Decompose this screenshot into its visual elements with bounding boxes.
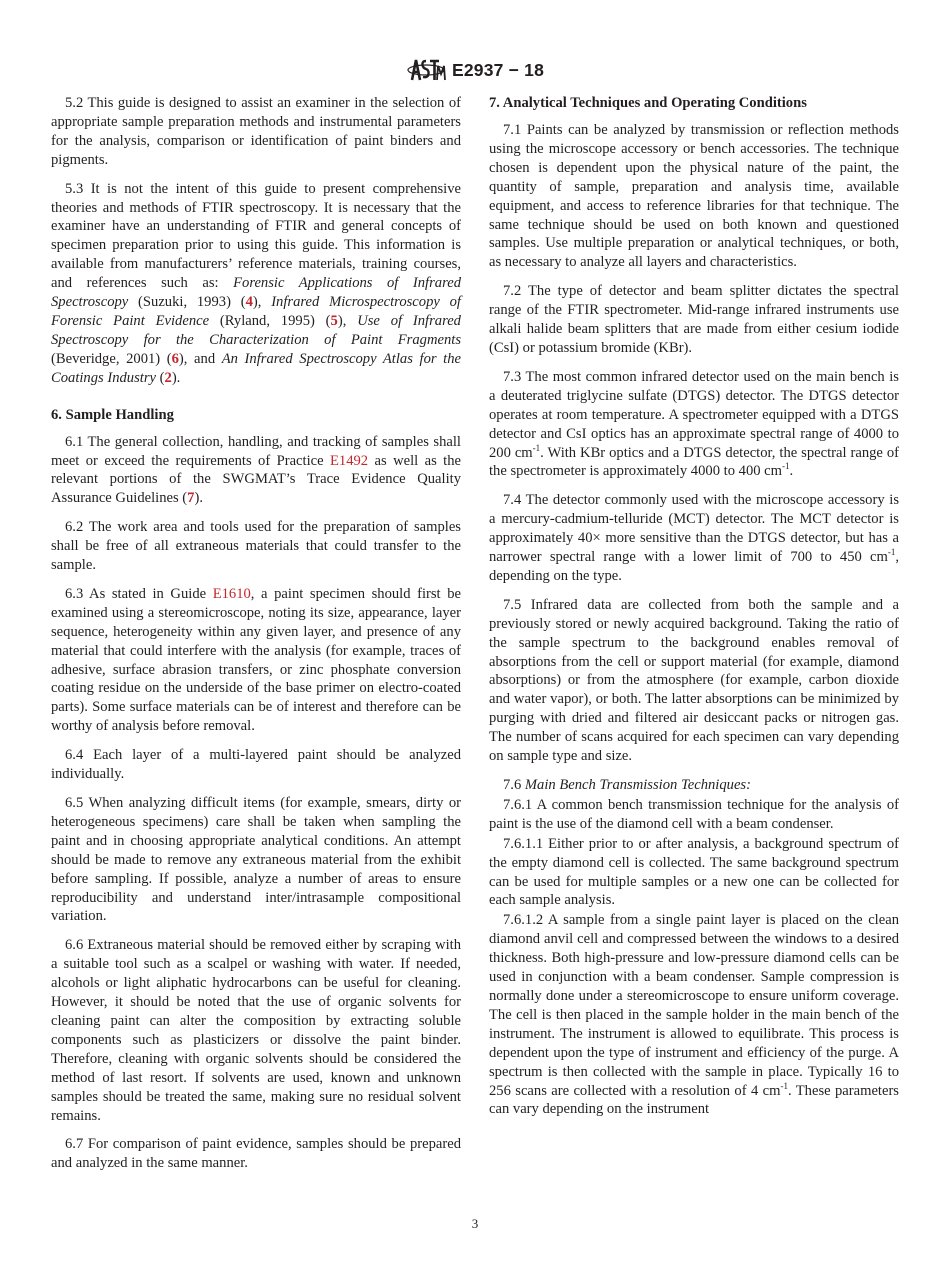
section-heading-7: 7. Analytical Techniques and Operating Conditions [489, 95, 807, 111]
paragraph-7-6-1-2: 7.6.1.2 A sample from a single paint layer is placed on the clean diamond anvil cell and compressed between the windows to a desired thickness. Both high-pressure and low-pressure diamond cells can be used in conjunction with a beam condenser. Sample compression is normally done under a stereomicroscope to ensure uniform coverage. The cell is then placed in the sample holder in the main bench of the instrument. The instrument is allowed to equilibrate. This process is dependent upon the type of instrument and efficiency of the purge. A spectrum is then collected with the sample in place. Typically 16 to 256 scans are collected with a resolution of 4 $cm^{-1}$. These parameters can vary depending on the instrument [489, 912, 899, 1118]
paragraph-7-5: 7.5 Infrared data are collected from both the sample and a previously stored or newly acquired background. Taking the ratio of the sample spectrum to the background enables removal of absorptions from the cell or support material (for example, diamond absorptions) or from the atmosphere (for example, carbon dioxide and water vapor), or both. The latter absorptions can be minimized by purging with dried and filtered air desiccant packs or nitrogen gas. The number of scans acquired for each specimen can vary depending on sample type and size. [489, 596, 899, 765]
left-column [51, 94, 461, 1183]
paragraph-5-3: 5.3 It is not the intent of this guide to present comprehensive theories and methods of FTIR spectroscopy. It is necessary that the examiner have an understanding of FTIR and general concepts of specimen preparation prior to using this guide. This information is available from manufacturers’ reference materials, training courses, and references such as: Forensic Applications of Infrared Spectroscopy (Suzuki, 1993) (4), Infrared Microspectroscopy of Forensic Paint Evidence (Ryland, 1995) (5), Use of Infrared Spectroscopy for the Characterization of Paint Fragments (Beveridge, 2001) (6), and An Infrared Spectroscopy Atlas for the Coatings Industry (2). [51, 180, 461, 386]
standard-link-e1492[interactable]: E1492 [330, 452, 369, 469]
reference-title: Forensic Applications of Infrared Spectroscopy [51, 275, 461, 311]
paragraph-6-1: 6.1 The general collection, handling, and tracking of samples shall meet or exceed the requirements of Practice E1492 as well as the relevant portions of the SWGMAT’s Trace Evidence Quality Assurance Guidelines (7). [51, 433, 461, 507]
paragraph-6-3: 6.3 As stated in Guide E1610, a paint specimen should first be examined using a stereomicroscope, noting its size, appearance, layer sequence, heterogeneity within any given layer, and presence of any material that could interfere with the analysis (for example, traces of adhesive, surface abrasion transfers, or zinc phosphate conversion coating residue on the underside of the base primer on electro-coated parts). Some surface materials can be of interest and therefore can be worthy of analysis before removal. [51, 585, 461, 735]
reference-title: An Infrared Spectroscopy Atlas for the Coatings Industry [51, 350, 461, 386]
paragraph-7-6: 7.6 Main Bench Transmission Techniques: [503, 777, 751, 793]
document-designation: E2937 − 18 [451, 59, 544, 80]
standard-link-e1610[interactable]: E1610 [212, 585, 251, 602]
page-header [0, 55, 950, 85]
paragraph-7-2: 7.2 The type of detector and beam splitter dictates the spectral range of the FTIR spectrometer. Mid-range infrared instruments use alkali halide beam splitters that are made from either cesium iodide (CsI) or potassium bromide (KBr). [489, 283, 899, 356]
paragraph-6-7: 6.7 For comparison of paint evidence, samples should be prepared and analyzed in the same manner. [51, 1136, 461, 1172]
reference-title: Use of Infrared Spectroscopy for the Characterization of Paint Fragments [51, 312, 461, 348]
paragraph-5-2: 5.2 This guide is designed to assist an examiner in the selection of appropriate sample preparation methods and instrumental parameters for the analysis, comparison or identification of paint binders and pigments. [51, 95, 461, 168]
subsection-title: Main Bench Transmission Techniques: [524, 777, 751, 793]
reference-link[interactable]: 5 [330, 312, 338, 329]
paragraph-6-2: 6.2 The work area and tools used for the preparation of samples shall be free of all extraneous materials that could transfer to the sample. [51, 519, 461, 574]
paragraph-7-1: 7.1 Paints can be analyzed by transmission or reflection methods using the microscope accessory or bench accessories. The technique chosen is dependent upon the physical nature of the paint, the quantity of sample, preparation and analysis time, available equipment, and access to reference libraries for that technique. The same technique should be used on both known and questioned samples. Use multiple preparation or analytical techniques, or both, as necessary to analyze all layers and characteristics. [489, 122, 899, 271]
paragraph-7-4: 7.4 The detector commonly used with the microscope accessory is a mercury-cadmium-telluride (MCT) detector. The MCT detector is approximately 40× more sensitive than the DTGS detector, but has a narrower spectral range with a lower limit of 700 to 450 $cm^{-1}$, depending on the type. [489, 492, 899, 584]
paragraph-6-5: 6.5 When analyzing difficult items (for example, smears, dirty or heterogeneous specimens) care shall be taken when sampling the paint and in choosing appropriate analytical conditions. An attempt should be made to remove any extraneous material from the exhibit before sampling. If possible, analyze a number of areas to ensure reproducibility and understand inter/intrasample compositional variation. [51, 795, 461, 925]
reference-link[interactable]: 6 [171, 350, 179, 367]
page-number: 3 [471, 1216, 479, 1231]
reference-link[interactable]: 2 [164, 369, 172, 386]
paragraph-7-6-1-1: 7.6.1.1 Either prior to or after analysis, a background spectrum of the empty diamond cell is collected. The same background spectrum can be used for multiple samples or a new one can be collected for each sample analysis. [489, 835, 899, 909]
section-heading-6: 6. Sample Handling [51, 406, 174, 423]
paragraph-7-6-1: 7.6.1 A common bench transmission technique for the analysis of paint is the use of the diamond cell with a beam condenser. [489, 796, 899, 832]
reference-link[interactable]: 4 [245, 294, 253, 311]
astm-logo-icon [406, 56, 446, 84]
reference-link[interactable]: 7 [187, 490, 195, 507]
paragraph-6-4: 6.4 Each layer of a multi-layered paint should be analyzed individually. [51, 747, 461, 783]
paragraph-7-3: 7.3 The most common infrared detector used on the main bench is a deuterated triglycine sulfate (DTGS) detector. The DTGS detector operates at room temperature. A spectrometer equipped with a DTGS detector and CsI optics has an approximate spectral range of 4000 to 200 $cm^{-1}$. With KBr optics and a DTGS detector, the spectral range of the spectrometer is approximately 4000 to 400 $cm^{-1}$. [489, 368, 899, 480]
reference-title: Infrared Microspectroscopy of Forensic Paint Evidence [51, 294, 461, 329]
right-column [489, 94, 899, 1120]
paragraph-6-6: 6.6 Extraneous material should be removed either by scraping with a suitable tool such as a scalpel or washing with water. If needed, alcohols or light aliphatic hydrocarbons can be useful for cleaning. However, it should be noted that the use of organic solvents for cleaning paint can alter the composition by extracting soluble components such as plasticizers or dissolve the paint binder. Therefore, cleaning with organic solvents should be considered the method of last resort. If solvents are used, known and unknown samples should be treated the same, making sure no residual solvent remains. [51, 937, 461, 1124]
